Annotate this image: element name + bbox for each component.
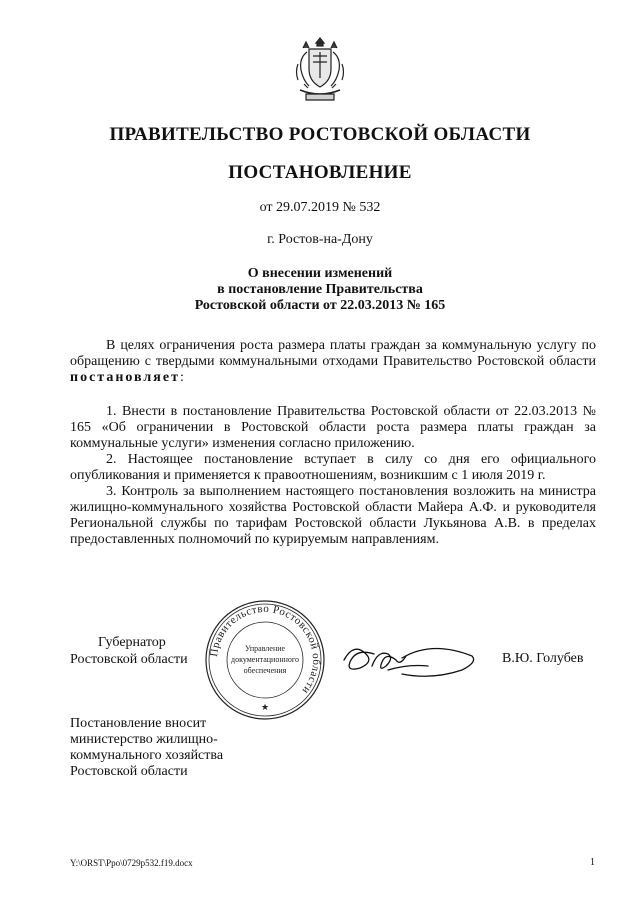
document-city: г. Ростов-на-Дону xyxy=(267,232,373,247)
footer-file-path: Y:\ORST\Ppo\0729p532.f19.docx xyxy=(70,858,193,868)
preamble-end: : xyxy=(179,370,184,385)
submitted-line-4: Ростовской области xyxy=(70,764,188,779)
preamble-text: В целях ограничения роста размера платы граждан за коммунальную услугу по обращению с твердыми коммунальными отходами Правительство Ростовской области xyxy=(70,338,596,369)
signatory-position xyxy=(70,634,188,668)
document-date-number: от 29.07.2019 № 532 xyxy=(259,200,381,215)
items-block xyxy=(70,404,596,548)
signatory-name: В.Ю. Голубев xyxy=(502,651,584,666)
handwritten-signature xyxy=(338,630,480,688)
coat-of-arms-icon xyxy=(292,34,348,106)
item-1: 1. Внести в постановление Правительства Ростовской области от 22.03.2013 № 165 «Об ограничении в Ростовской области роста размера платы граждан за коммунальные услуги» изменения согласно приложению. xyxy=(70,404,596,451)
submitted-by-block xyxy=(70,716,223,780)
stamp-star-icon: ★ xyxy=(260,702,270,712)
subject-line-2: в постановление Правительства xyxy=(217,282,423,297)
submitted-line-1: Постановление вносит xyxy=(70,716,207,731)
item-3: 3. Контроль за выполнением настоящего постановления возложить на министра жилищно-коммунального хозяйства Ростовской области Майера А.Ф. и руководителя Региональной службы по тарифам Ростовской области Лукьянова А.В. в пределах предоставленных полномочий по курируемым направлениям. xyxy=(70,484,596,547)
position-line-2: Ростовской области xyxy=(70,652,188,667)
preamble-paragraph xyxy=(70,338,596,386)
organization-title: ПРАВИТЕЛЬСТВО РОСТОВСКОЙ ОБЛАСТИ xyxy=(109,124,531,145)
subject-line-1: О внесении изменений xyxy=(247,266,393,281)
document-type: ПОСТАНОВЛЕНИЕ xyxy=(228,162,412,183)
stamp-inner-line-2: документационного xyxy=(231,655,299,664)
position-line-1: Губернатор xyxy=(98,635,166,650)
subject-line-3: Ростовской области от 22.03.2013 № 165 xyxy=(194,298,446,313)
submitted-line-3: коммунального хозяйства xyxy=(70,748,224,763)
official-stamp xyxy=(203,598,327,722)
footer-page-number: 1 xyxy=(590,857,595,868)
stamp-inner-line-1: Управление xyxy=(244,644,286,653)
stamp-ring-text: Правительство Ростовской области xyxy=(208,602,323,697)
preamble-decree-word: постановляет xyxy=(70,370,180,385)
stamp-inner-line-3: обеспечения xyxy=(243,666,287,675)
submitted-line-2: министерство жилищно- xyxy=(70,732,218,747)
item-2: 2. Настоящее постановление вступает в силу со дня его официального опубликования и применяется к правоотношениям, возникшим с 1 июля 2019 г. xyxy=(70,452,596,483)
